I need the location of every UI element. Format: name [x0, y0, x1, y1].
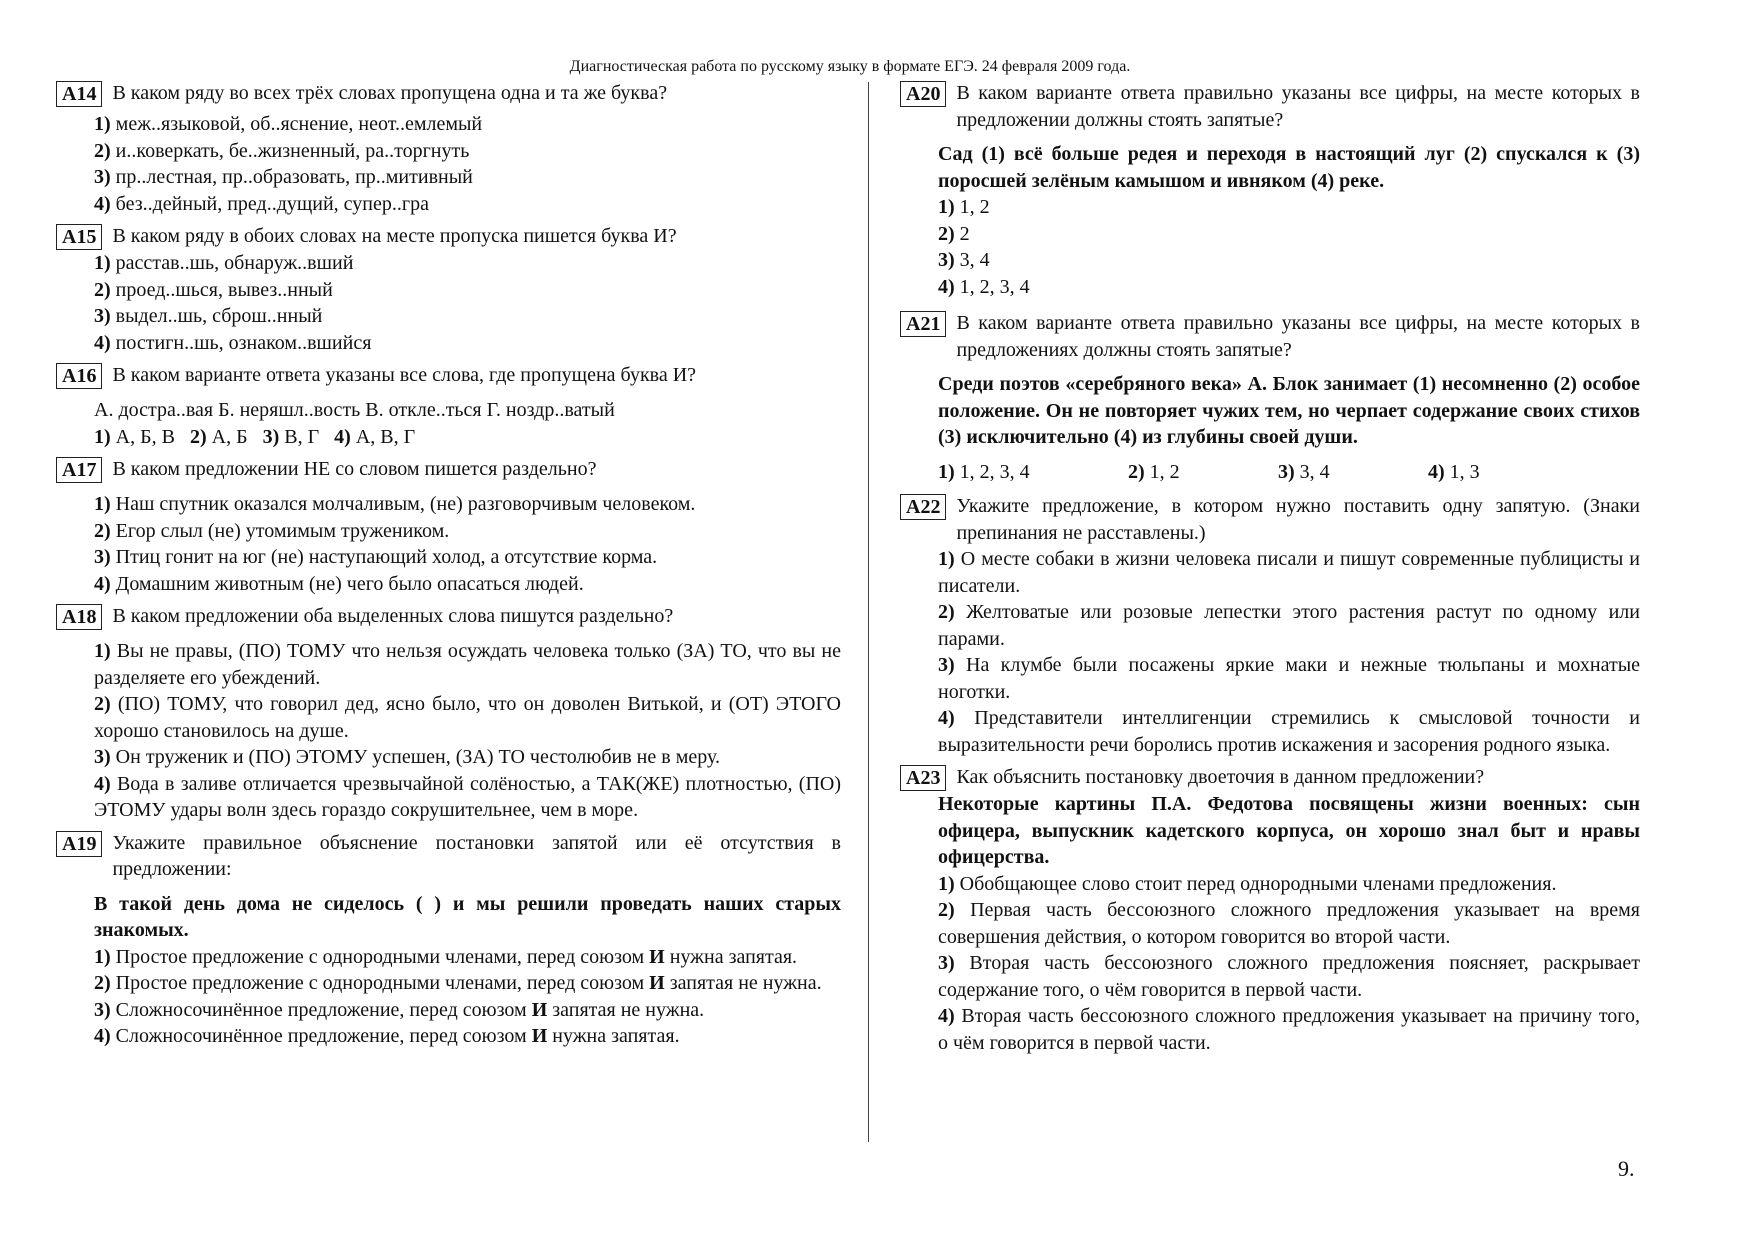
option: 3) выдел..шь, сброш..нный: [94, 305, 323, 327]
option: 1) О месте собаки в жизни человека писали и пишут современные публицисты и писатели.: [938, 548, 1641, 597]
option: 4) без..дейный, пред..дущий, супер..гра: [94, 192, 429, 215]
task-number: A15: [56, 224, 102, 250]
task-number: A23: [900, 765, 946, 791]
option: 2) проед..шься, вывез..нный: [94, 278, 333, 301]
option: 1) расстав..шь, обнаруж..вший: [94, 252, 354, 274]
task-question: Как объяснить постановку двоеточия в данном предложении?: [956, 766, 1485, 788]
option: 3) На клумбе были посажены яркие маки и нежные тюльпаны и мохнатые ноготки.: [938, 654, 1641, 703]
option: 1) Обобщающее слово стоит перед однородными членами предложения.: [938, 872, 1557, 895]
option: 2) 2: [938, 222, 970, 245]
option: 2) (ПО) ТОМУ, что говорил дед, ясно было, что он доволен Витькой, и (ОТ) ЭТОГО хорошо становилось на душе.: [94, 693, 841, 742]
option: 4) Вторая часть бессоюзного сложного предложения указывает на причину того, о чём говорится в первой части.: [938, 1005, 1641, 1054]
option: 1) Вы не правы, (ПО) ТОМУ что нельзя осуждать человека только (ЗА) ТО, что вы не разделяете его убеждений.: [94, 640, 841, 689]
task-question: В каком варианте ответа указаны все слова, где пропущена буква И?: [112, 364, 697, 386]
option: 3) пр..лестная, пр..образовать, пр..митивный: [94, 166, 473, 188]
option: 2) и..коверкать, бе..жизненный, ра..торгнуть: [94, 139, 470, 162]
task-a23: [900, 764, 1640, 1056]
task-number: A14: [56, 81, 102, 107]
option: 3) Вторая часть бессоюзного сложного предложения поясняет, раскрывает содержание того, о чём говорится в первой части.: [938, 952, 1641, 1001]
word-list: А. достра..вая Б. неряшл..вость В. откле..ться Г. ноздр..ватый: [94, 399, 615, 421]
task-a22: [900, 493, 1640, 758]
task-number: A17: [56, 457, 102, 483]
task-number: A19: [56, 831, 102, 857]
task-number: A22: [900, 494, 946, 520]
task-number: A21: [900, 311, 946, 337]
option: 2) Простое предложение с однородными членами, перед союзом И запятая не нужна.: [94, 972, 822, 994]
page-number: 9.: [1618, 1156, 1635, 1181]
option: 4) Сложносочинённое предложение, перед союзом И нужна запятая.: [94, 1025, 680, 1047]
task-a21: [900, 310, 1640, 485]
option: 2) Егор слыл (не) утомимым тружеником.: [94, 519, 450, 542]
option: 2) Первая часть бессоюзного сложного предложения указывает на время совершения действия, о котором говорится во второй части.: [938, 899, 1640, 948]
task-question: В каком варианте ответа правильно указаны все цифры, на месте которых в предложениях должны стоять запятые?: [956, 312, 1640, 361]
task-number: A20: [900, 81, 946, 107]
option: 3) Он труженик и (ПО) ЭТОМУ успешен, (ЗА) ТО честолюбив не в меру.: [94, 746, 720, 768]
task-question: В каком предложении оба выделенных слова пишутся раздельно?: [112, 605, 674, 627]
task-number: A18: [56, 604, 102, 630]
task-sentence: В такой день дома не сиделось ( ) и мы решили проведать наших старых знакомых.: [94, 892, 841, 941]
task-a17: [56, 456, 841, 597]
option: 4) Домашним животным (не) чего было опасаться людей.: [94, 572, 584, 595]
option: 4) Вода в заливе отличается чрезвычайной солёностью, а ТАК(ЖЕ) плотностью, (ПО) ЭТОМУ удары волн здесь гораздо сокрушительнее, чем в море.: [94, 772, 842, 821]
task-a20: [900, 80, 1640, 300]
left-column: [56, 80, 841, 1056]
task-sentence: Некоторые картины П.А. Федотова посвящены жизни военных: сын офицера, выпускник кадетского корпуса, он хорошо знал быт и нравы офицерства.: [938, 793, 1640, 868]
task-a18: [56, 603, 841, 824]
task-a16: [56, 362, 841, 450]
option: 3) Сложносочинённое предложение, перед союзом И запятая не нужна.: [94, 998, 705, 1021]
option: 3) Птиц гонит на юг (не) наступающий холод, а отсутствие корма.: [94, 546, 658, 568]
inline-options: 1) 1, 2, 3, 4 2) 1, 2 3) 3, 4 4) 1, 3: [938, 460, 1480, 483]
option: 4) 1, 2, 3, 4: [938, 275, 1030, 298]
option: 4) Представители интеллигенции стремились к смысловой точности и выразительности речи боролись против искажения и засорения родного языка.: [938, 707, 1641, 756]
task-question: В каком варианте ответа правильно указаны все цифры, на месте которых в предложении должны стоять запятые?: [956, 82, 1640, 131]
task-question: В каком ряду в обоих словах на месте пропуска пишется буква И?: [112, 225, 677, 247]
option: 1) меж..языковой, об..яснение, неот..емлемый: [94, 113, 483, 135]
option: 3) 3, 4: [938, 249, 990, 271]
task-number: A16: [56, 363, 102, 389]
task-sentence: Сад (1) всё больше редея и переходя в настоящий луг (2) спускался к (3) поросшей зелёным камышом и ивняком (4) реке.: [938, 143, 1640, 192]
task-question: В каком ряду во всех трёх словах пропущена одна и та же буква?: [112, 82, 668, 104]
page-header: Диагностическая работа по русскому языку в формате ЕГЭ. 24 февраля 2009 года.: [569, 58, 1131, 75]
option: 2) Желтоватые или розовые лепестки этого растения растут по одному или парами.: [938, 601, 1640, 650]
option: 1) Наш спутник оказался молчаливым, (не) разговорчивым человеком.: [94, 493, 696, 515]
task-a14: [56, 80, 841, 217]
task-a19: [56, 830, 841, 1050]
task-a15: [56, 223, 841, 356]
task-sentence: Среди поэтов «серебряного века» А. Блок занимает (1) несомненно (2) особое положение. Он не повторяет чужих тем, но черпает содержание своих стихов (3) исключительно (4) из глубины своей души.: [938, 373, 1640, 448]
inline-options: 1) А, Б, В 2) А, Б 3) В, Г 4) А, В, Г: [94, 425, 416, 448]
option: 4) постигн..шь, ознаком..вшийся: [94, 331, 372, 354]
task-question: Укажите предложение, в котором нужно поставить одну запятую. (Знаки препинания не расставлены.): [956, 495, 1640, 544]
option: 1) 1, 2: [938, 196, 990, 218]
right-column: [900, 80, 1640, 1062]
task-question: В каком предложении НЕ со словом пишется раздельно?: [112, 458, 597, 480]
column-divider: [868, 82, 869, 1142]
option: 1) Простое предложение с однородными членами, перед союзом И нужна запятая.: [94, 945, 798, 968]
task-question: Укажите правильное объяснение постановки запятой или её отсутствия в предложении:: [112, 831, 841, 880]
